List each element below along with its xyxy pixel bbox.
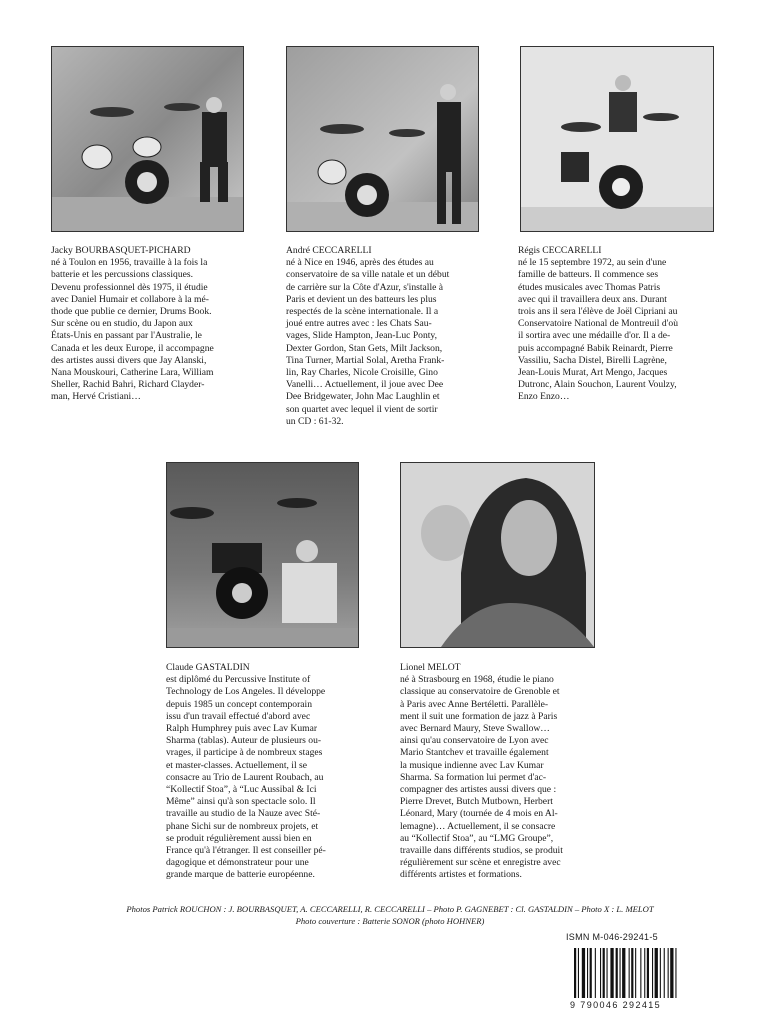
bio-line: Nana Mouskouri, Catherine Lara, William — [51, 367, 214, 379]
photo-regis-ceccarelli — [520, 46, 714, 232]
bio-jacky-bourbasquet — [51, 245, 243, 404]
bio-line: Conservatoire National de Montreuil d'où — [518, 318, 678, 330]
bio-line: Même” ainsi qu'à son spectacle solo. Il — [166, 796, 316, 808]
photo-claude-gastaldin — [166, 462, 359, 648]
bio-line: lemagne)… Actuellement, il se consacre — [400, 820, 556, 832]
photo-andre-ceccarelli — [286, 46, 479, 232]
artist-name: André CECCARELLI — [286, 245, 372, 256]
bio-line: trois ans il sera l'élève de Joël Cipriani au — [518, 306, 678, 318]
bio-line: né à Strasbourg en 1968, étudie le piano — [400, 674, 554, 686]
bio-line: Dexter Gordon, Stan Gets, Milt Jackson, — [286, 342, 443, 354]
bio-line: Tina Turner, Martial Solal, Aretha Frank- — [286, 354, 445, 366]
bio-line: Vanelli… Actuellement, il joue avec Dee — [286, 379, 444, 391]
bio-line: phane Sichi sur de nombreux projets, et — [166, 820, 319, 832]
cover-photo-credit: Photo couverture : Batterie SONOR (photo HOHNER) — [295, 916, 485, 926]
bio-line: au “Kollectif Stoa”, au “LMG Groupe”, — [400, 832, 554, 844]
bio-line: Dutronc, Alain Souchon, Laurent Voulzy, — [518, 379, 677, 391]
artist-name: Claude GASTALDIN — [166, 662, 250, 673]
bio-line: études musicales avec Thomas Patris — [518, 281, 661, 293]
bio-line: Mario Stantchev et travaille également — [400, 747, 549, 759]
bio-line: Dee Bridgewater, John Mac Laughlin et — [286, 391, 440, 403]
bio-line: avec Bernard Maury, Steve Swallow… — [400, 723, 550, 735]
bio-line: il sortira avec une médaille d'or. Il a de- — [518, 330, 671, 342]
bio-line: avec qui il travaillera deux ans. Durant — [518, 293, 667, 305]
bio-line: Enzo Enzo… — [518, 391, 570, 403]
bio-line: joué entre autres avec : les Chats Sau- — [286, 318, 432, 330]
bio-line: et master-classes. Actuellement, il se — [166, 759, 308, 771]
barcode-number: 9 790046 292415 — [570, 1000, 662, 1010]
bio-regis-ceccarelli — [518, 245, 712, 404]
portrait-photo-icon — [401, 463, 594, 647]
bio-line: lin, Ray Charles, Nicole Croisille, Gino — [286, 367, 438, 379]
bio-line: né à Nice en 1946, après des études au — [286, 257, 434, 269]
bio-line: avec Daniel Humair et collabore à la mé- — [51, 293, 209, 305]
bio-line: respectés de la scène internationale. Il a — [286, 306, 439, 318]
bio-line: dagogique et démonstrateur pour une — [166, 857, 309, 869]
bio-line: issu d'un travail effectué d'abord avec — [166, 710, 311, 722]
drummer-photo-icon — [287, 47, 478, 231]
drummer-photo-icon — [52, 47, 243, 231]
photo-jacky-bourbasquet — [51, 46, 244, 232]
bio-line: Canada et les deux Europe, il accompagne — [51, 342, 214, 354]
bio-line: un CD : 61-32. — [286, 415, 344, 427]
bio-line: grande marque de batterie européenne. — [166, 869, 315, 881]
bio-line: se produit régulièrement aussi bien en — [166, 832, 312, 844]
bio-line: Léonard, Mary (tournée de 4 mois en Al- — [400, 808, 558, 820]
bio-lionel-melot — [400, 662, 594, 882]
bio-line: puis accompagné Babik Reinardt, Pierre — [518, 342, 673, 354]
bio-line: compagner des artistes aussi divers que : — [400, 784, 557, 796]
bio-line: né à Toulon en 1956, travaille à la fois la — [51, 257, 208, 269]
bio-line: Vassiliu, Sacha Distel, Birelli Lagrène, — [518, 354, 667, 366]
ismn-code: ISMN M-046-29241-5 — [566, 932, 658, 942]
bio-line: depuis 1985 un concept contemporain — [166, 698, 313, 710]
bio-line: consacre au Trio de Laurent Roubach, au — [166, 771, 324, 783]
bio-line: ainsi qu'au conservatoire de Lyon avec — [400, 735, 549, 747]
bio-line: France qu'à l'étranger. Il est conseiller pé- — [166, 845, 326, 857]
bio-line: Pierre Drevet, Butch Mutbown, Herbert — [400, 796, 553, 808]
bio-claude-gastaldin — [166, 662, 358, 882]
bio-line: différents artistes et formations. — [400, 869, 522, 881]
bio-line: Paris et devient un des batteurs les plus — [286, 293, 437, 305]
bio-line: classique au conservatoire de Grenoble et — [400, 686, 560, 698]
bio-line: des artistes aussi divers que Jay Alanski, — [51, 354, 207, 366]
bio-line: à Paris avec Anne Bertéletti. Parallèle- — [400, 698, 549, 710]
bio-line: conservatoire de sa ville natale et un début — [286, 269, 450, 281]
bio-line: travaille dans différents studios, se produit — [400, 845, 563, 857]
bio-line: Sheller, Rachid Bahri, Richard Clayder- — [51, 379, 205, 391]
artist-name: Jacky BOURBASQUET-PICHARD — [51, 245, 191, 256]
drummer-photo-icon — [521, 47, 713, 231]
bio-line: travaille au studio de la Nauze avec Sté- — [166, 808, 321, 820]
bio-line: États-Unis en passant par l'Australie, le — [51, 330, 202, 342]
bio-line: vages, Slide Hampton, Jean-Luc Ponty, — [286, 330, 437, 342]
bio-line: “Kollectif Stoa”, à “Luc Aussibal & Ici — [166, 784, 317, 796]
bio-line: man, Hervé Cristiani… — [51, 391, 141, 403]
bio-line: Jean-Louis Murat, Art Mengo, Jacques — [518, 367, 668, 379]
bio-line: Sharma (tablas). Auteur de plusieurs ou- — [166, 735, 322, 747]
bio-line: batterie et les percussions classiques. — [51, 269, 193, 281]
artist-name: Lionel MELOT — [400, 662, 461, 673]
drummer-photo-icon — [167, 463, 358, 647]
bio-line: Sur scène ou en studio, du Japon aux — [51, 318, 193, 330]
bio-andre-ceccarelli — [286, 245, 478, 428]
bio-line: régulièrement sur scène et enregistre avec — [400, 857, 561, 869]
artist-name: Régis CECCARELLI — [518, 245, 602, 256]
bio-line: né le 15 septembre 1972, au sein d'une — [518, 257, 667, 269]
bio-line: la musique indienne avec Lav Kumar — [400, 759, 544, 771]
bio-line: Sharma. Sa formation lui permet d'ac- — [400, 771, 547, 783]
photo-credits — [40, 903, 740, 927]
bio-line: Technology de Los Angeles. Il développe — [166, 686, 326, 698]
bio-line: famille de batteurs. Il commence ses — [518, 269, 659, 281]
bio-line: thode que publie ce dernier, Drums Book. — [51, 306, 212, 318]
photo-lionel-melot — [400, 462, 595, 648]
bio-line: est diplômé du Percussive Institute of — [166, 674, 311, 686]
bio-line: de carrière sur la Côte d'Azur, s'installe à — [286, 281, 444, 293]
bio-line: ment il suit une formation de jazz à Paris — [400, 710, 558, 722]
photo-credits-line: Photos Patrick ROUCHON : J. BOURBASQUET, A. CECCARELLI, R. CECCARELLI – Photo P. GAGNEBET : Cl. GASTALDIN – Photo X : L. MELOT — [126, 904, 654, 914]
bio-line: Ralph Humphrey puis avec Lav Kumar — [166, 723, 318, 735]
bio-line: Devenu professionnel dès 1975, il étudie — [51, 281, 208, 293]
bio-line: son quartet avec lequel il vient de sortir — [286, 403, 438, 415]
bio-line: vrages, il participe à de nombreux stages — [166, 747, 323, 759]
